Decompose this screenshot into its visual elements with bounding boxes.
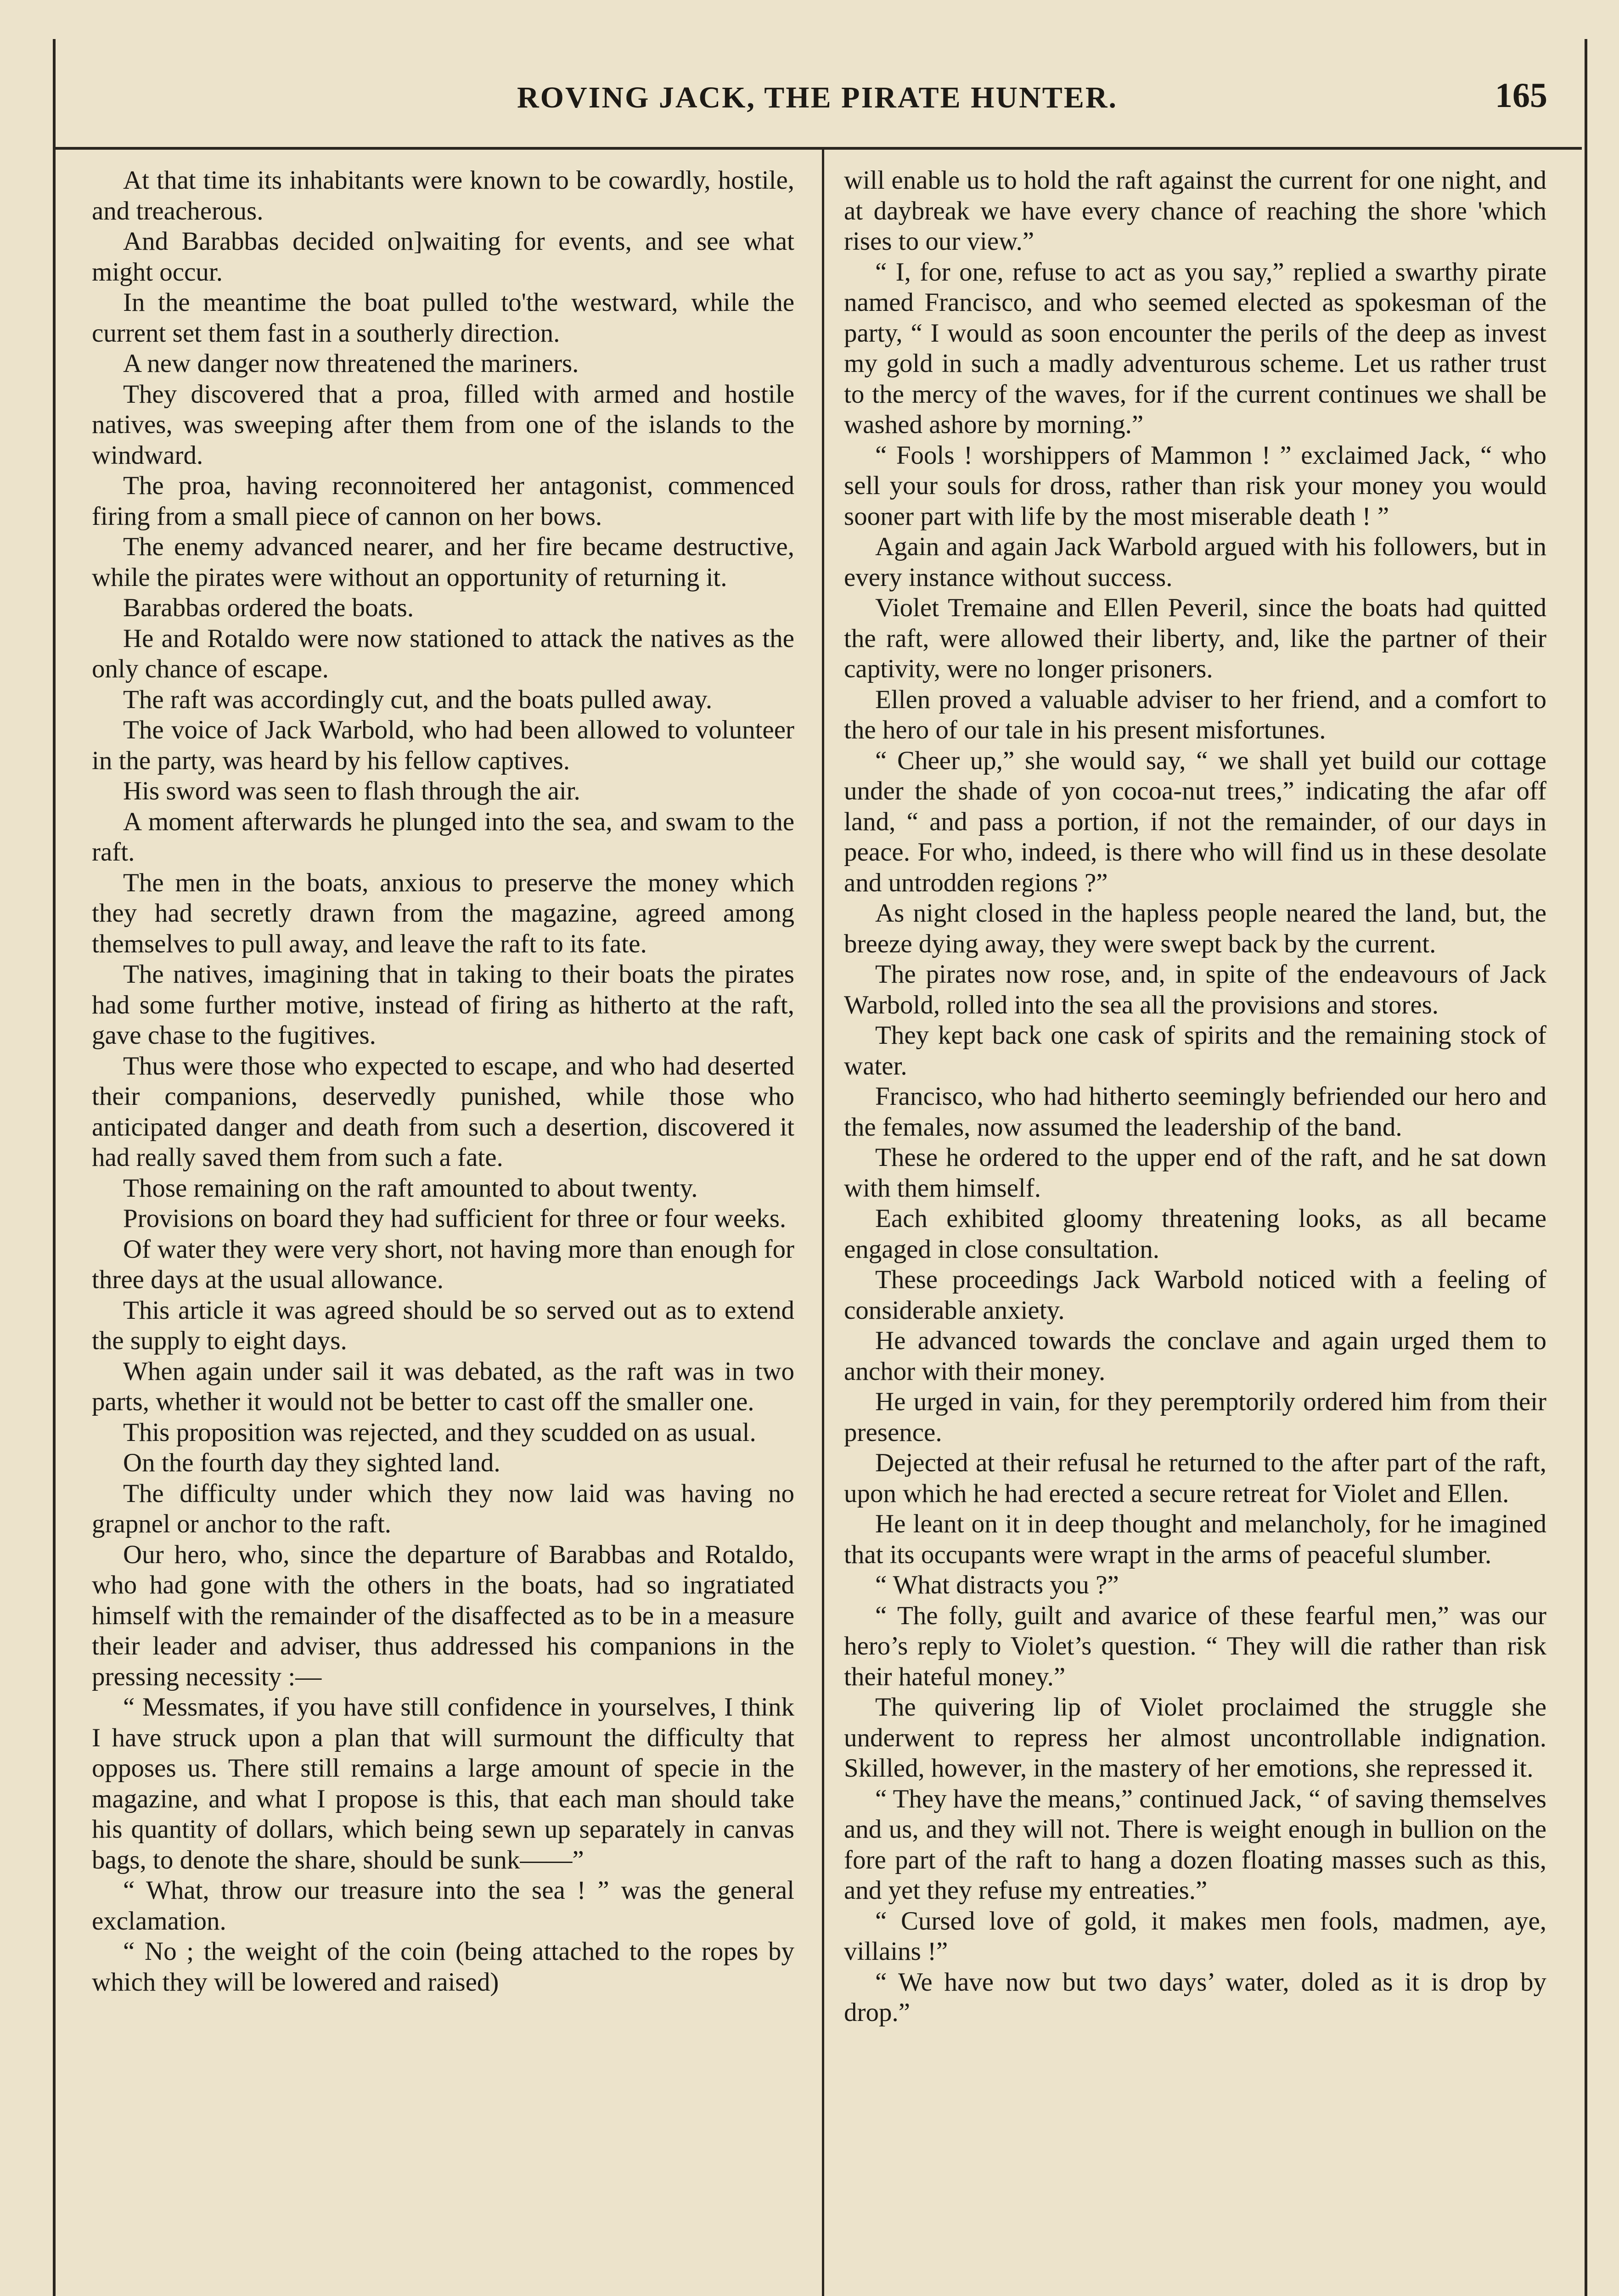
paragraph: A moment afterwards he plunged into the sea, and swam to the raft.: [92, 807, 794, 867]
paragraph: Of water they were very short, not having more than enough for three days at the usual allowance.: [92, 1234, 794, 1294]
paragraph: Francisco, who had hitherto seemingly befriended our hero and the females, now assumed the leadership of the band.: [844, 1082, 1546, 1142]
paragraph: Barabbas ordered the boats.: [123, 593, 414, 622]
paragraph: He urged in vain, for they peremptorily ordered him from their presence.: [844, 1387, 1546, 1447]
paragraph: The natives, imagining that in taking to their boats the pirates had some further motive, instead of firing as hitherto at the raft, gave chase to the fugitives.: [92, 960, 794, 1050]
paragraph: “ The folly, guilt and avarice of these fearful men,” was our hero’s reply to Violet’s question. “ They will die rather than risk their hateful money.”: [844, 1601, 1546, 1691]
paragraph: “ No ; the weight of the coin (being attached to the ropes by which they will be lowered and raised): [92, 1937, 794, 1997]
paragraph: The pirates now rose, and, in spite of the endeavours of Jack Warbold, rolled into the sea all the provisions and stores.: [844, 960, 1546, 1019]
paragraph: They discovered that a proa, filled with armed and hostile natives, was sweeping after them from one of the islands to the windward.: [92, 379, 794, 470]
paragraph: Dejected at their refusal he returned to the after part of the raft, upon which he had erected a secure retreat for Violet and Ellen.: [844, 1448, 1546, 1508]
paragraph: “ What, throw our treasure into the sea ! ” was the general exclamation.: [92, 1876, 794, 1936]
paragraph: will enable us to hold the raft against the current for one night, and at daybreak we have every chance of reaching the shore 'which rises to our view.”: [844, 166, 1546, 256]
column-divider: [822, 149, 824, 2296]
paragraph: Violet Tremaine and Ellen Peveril, since the boats had quitted the raft, were allowed their liberty, and, like the partner of their captivity, were no longer prisoners.: [844, 593, 1546, 683]
paragraph: Again and again Jack Warbold argued with his followers, but in every instance without success.: [844, 532, 1546, 592]
running-title: ROVING JACK, THE PIRATE HUNTER.: [517, 81, 1118, 114]
paragraph: “ Cursed love of gold, it makes men fools, madmen, aye, villains !”: [844, 1906, 1546, 1966]
paragraph: And Barabbas decided on]waiting for events, and see what might occur.: [92, 227, 794, 287]
paragraph: Thus were those who expected to escape, and who had deserted their companions, deservedly punished, while those who anticipated danger and death from such a desertion, discovered it had really saved them from such a fate.: [92, 1051, 794, 1172]
right-column: [844, 165, 1546, 2296]
paragraph: Provisions on board they had sufficient for three or four weeks.: [123, 1204, 787, 1233]
paragraph: The raft was accordingly cut, and the boats pulled away.: [123, 685, 713, 714]
paragraph: These he ordered to the upper end of the raft, and he sat down with them himself.: [844, 1143, 1546, 1203]
paragraph: A new danger now threatened the mariners.: [123, 349, 579, 378]
paragraph: They kept back one cask of spirits and the remaining stock of water.: [844, 1021, 1546, 1080]
paragraph: He leant on it in deep thought and melancholy, for he imagined that its occupants were wrapt in the arms of peaceful slumber.: [844, 1509, 1546, 1569]
paragraph: At that time its inhabitants were known to be cowardly, hostile, and treacherous.: [92, 166, 794, 225]
paragraph: On the fourth day they sighted land.: [123, 1448, 500, 1477]
paragraph: When again under sail it was debated, as the raft was in two parts, whether it would not be better to cast off the smaller one.: [92, 1356, 794, 1416]
paragraph: The proa, having reconnoitered her antagonist, commenced firing from a small piece of cannon on her bows.: [92, 471, 794, 531]
paragraph: The difficulty under which they now laid was having no grapnel or anchor to the raft.: [92, 1479, 794, 1538]
paragraph: The men in the boats, anxious to preserve the money which they had secretly drawn from the magazine, agreed among themselves to pull away, and leave the raft to its fate.: [92, 868, 794, 958]
paragraph: These proceedings Jack Warbold noticed with a feeling of considerable anxiety.: [844, 1265, 1546, 1325]
left-column: [92, 165, 794, 2296]
paragraph: “ What distracts you ?”: [875, 1570, 1119, 1599]
paragraph: He advanced towards the conclave and again urged them to anchor with their money.: [844, 1326, 1546, 1386]
paragraph: As night closed in the hapless people neared the land, but, the breeze dying away, they were swept back by the current.: [844, 899, 1546, 958]
paragraph: “ Messmates, if you have still confidence in yourselves, I think I have struck upon a plan that will surmount the difficulty that opposes us. There still remains a large amount of specie in the magazine, and what I propose is this, that each man should take his quantity of dollars, which being sewn up separately in canvas bags, to denote the share, should be sunk——”: [92, 1693, 794, 1874]
paragraph: This article it was agreed should be so served out as to extend the supply to eight days.: [92, 1295, 794, 1355]
paragraph: The voice of Jack Warbold, who had been allowed to volunteer in the party, was heard by his fellow captives.: [92, 715, 794, 775]
paragraph: “ Cheer up,” she would say, “ we shall yet build our cottage under the shade of yon cocoa-nut trees,” indicating the afar off land, “ and pass a portion, if not the remainder, of our days in peace. For who, indeed, is there who will find us in these desolate and untrodden regions ?”: [844, 746, 1546, 897]
paragraph: This proposition was rejected, and they scudded on as usual.: [123, 1418, 756, 1447]
paragraph: Each exhibited gloomy threatening looks, as all became engaged in close consultation.: [844, 1204, 1546, 1264]
paragraph: His sword was seen to flash through the air.: [123, 777, 580, 805]
paragraph: Ellen proved a valuable adviser to her friend, and a comfort to the hero of our tale in his present misfortunes.: [844, 685, 1546, 744]
paragraph: “ They have the means,” continued Jack, “ of saving themselves and us, and they will not. There is weight enough in bullion on the fore part of the raft to hang a dozen floating masses such as this, and yet they refuse my entreaties.”: [844, 1784, 1546, 1905]
paragraph: Our hero, who, since the departure of Barabbas and Rotaldo, who had gone with the others in the boats, had so ingratiated himself with the remainder of the disaffected as to be in a measure their leader and adviser, thus addressed his companions in the pressing necessity :—: [92, 1540, 794, 1691]
paragraph: The quivering lip of Violet proclaimed the struggle she underwent to repress her almost uncontrollable indignation. Skilled, however, in the mastery of her emotions, she repressed it.: [844, 1693, 1546, 1783]
paragraph: “ We have now but two days’ water, doled as it is drop by drop.”: [844, 1967, 1546, 2027]
paragraph: “ I, for one, refuse to act as you say,” replied a swarthy pirate named Francisco, and who seemed elected as spokesman of the party, “ I would as soon encounter the perils of the deep as invest my gold in such a madly adventurous scheme. Let us rather trust to the mercy of the waves, for if the current continues we shall be washed ashore by morning.”: [844, 257, 1546, 439]
paragraph: “ Fools ! worshippers of Mammon ! ” exclaimed Jack, “ who sell your souls for dross, rather than risk your money you would sooner part with life by the most miserable death ! ”: [844, 440, 1546, 531]
paragraph: The enemy advanced nearer, and her fire became destructive, while the pirates were without an opportunity of returning it.: [92, 532, 794, 592]
paragraph: Those remaining on the raft amounted to about twenty.: [123, 1173, 698, 1203]
running-header: [53, 73, 1582, 150]
paragraph: He and Rotaldo were now stationed to attack the natives as the only chance of escape.: [92, 624, 794, 683]
page-number: 165: [1495, 76, 1547, 115]
paragraph: In the meantime the boat pulled to'the westward, while the current set them fast in a southerly direction.: [92, 288, 794, 348]
